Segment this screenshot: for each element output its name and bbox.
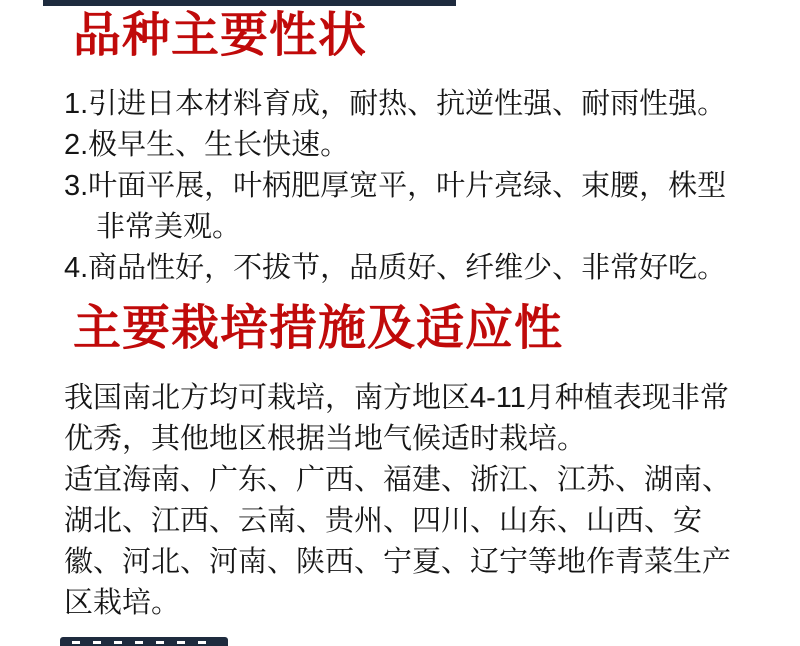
section-characteristics-title: 品种主要性状 — [73, 9, 368, 62]
characteristics-list — [64, 84, 740, 289]
paragraph: 适宜海南、广东、广西、福建、浙江、江苏、湖南、湖北、江西、云南、贵州、四川、山东、山西、安徽、河北、河南、陕西、宁夏、辽宁等地作青菜生产区栽培。 — [64, 464, 732, 619]
paragraph: 我国南北方均可栽培，南方地区4-11月种植表现非常优秀，其他地区根据当地气候适时栽培。 — [64, 382, 729, 455]
next-section-banner-edge — [60, 637, 228, 646]
list-item: 4.商品性好，不拔节，品质好、纤维少、非常好吃。 — [64, 252, 727, 284]
clipped-banner-text — [72, 641, 206, 644]
section-cultivation-title: 主要栽培措施及适应性 — [73, 302, 564, 355]
top-banner-edge — [43, 0, 456, 6]
list-item: 2.极早生、生长快速。 — [64, 129, 350, 161]
list-item: 3.叶面平展，叶柄肥厚宽平，叶片亮绿、束腰，株型非常美观。 — [64, 170, 727, 243]
cultivation-paragraphs — [64, 378, 740, 624]
list-item: 1.引进日本材料育成，耐热、抗逆性强、耐雨性强。 — [64, 88, 727, 120]
